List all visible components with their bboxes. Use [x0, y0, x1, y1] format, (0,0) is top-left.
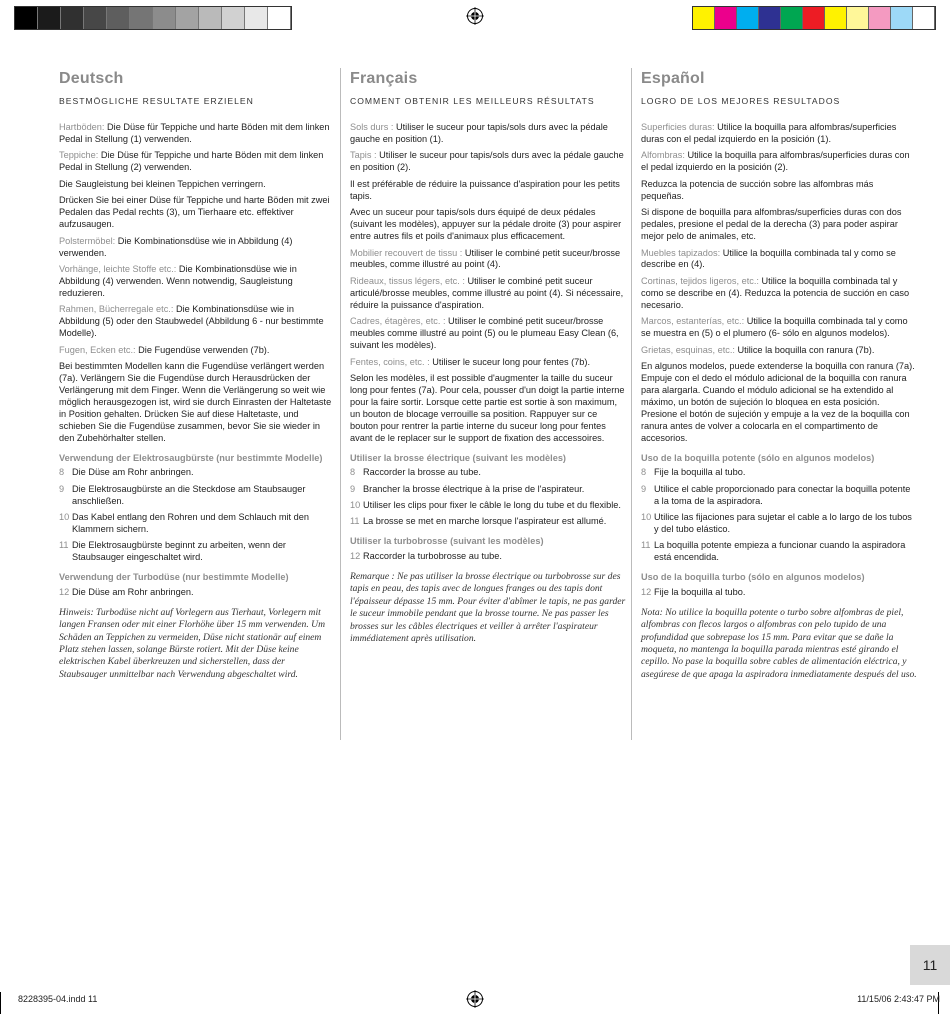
crop-mark-left: [0, 992, 1, 1014]
paragraph-text: Utiliser le suceur pour tapis/sols durs avec la pédale gauche en position (1).: [350, 122, 608, 144]
paragraph: [350, 150, 626, 174]
color-swatch: [913, 7, 935, 29]
paragraph-text: Si dispone de boquilla para alfombras/superficies duras con dos pedales, presione el pedal de la derecha (3) para poder aspirar mejor pelo de animales, etc.: [641, 207, 902, 242]
paragraph-text: Die Kombinationsdüse wie in Abbildung (4) verwenden.: [59, 235, 293, 258]
subsection-heading: Utiliser la turbobrosse (suivant les modèles): [350, 536, 544, 547]
paragraph-text: Die Fugendüse verwenden (7b).: [135, 344, 270, 355]
list-item-text: Fije la boquilla al tubo.: [654, 467, 746, 478]
paragraph-text: Drücken Sie bei einer Düse für Teppiche und harte Böden mit zwei Pedalen das Pedal rechts (3), um Tierhaare etc. effektiver aufzusaugen.: [59, 195, 330, 230]
list-item-text: Die Elektrosaugbürste an die Steckdose am Staubsauger anschließen.: [72, 483, 306, 506]
list-item-text: Utilice las fijaciones para sujetar el cable a lo largo de los tubos y del tubo elástico.: [654, 511, 912, 534]
list-item: [59, 467, 335, 479]
paragraph: [59, 195, 335, 231]
paragraph: [641, 207, 917, 243]
list-item-text: Die Düse am Rohr anbringen.: [72, 586, 194, 597]
list-item-number: 12: [59, 586, 70, 597]
list-item: [641, 540, 917, 564]
paragraph-keyword: Muebles tapizados:: [641, 247, 721, 258]
footer-filename: 8228395-04.indd 11: [18, 994, 98, 1004]
paragraph: [59, 345, 335, 357]
paragraph-text: Utiliser le combiné petit suceur/brosse meubles, comme illustré au point (4).: [350, 247, 621, 270]
paragraph-keyword: Cortinas, tejidos ligeros, etc.:: [641, 275, 759, 286]
language-heading: Français: [350, 70, 418, 87]
footer-timestamp: 11/15/06 2:43:47 PM: [857, 994, 940, 1004]
color-swatch: [847, 7, 869, 29]
paragraph: [59, 361, 335, 444]
subsection-heading: Verwendung der Turbodüse (nur bestimmte Modelle): [59, 571, 289, 582]
paragraph-text: Utiliser le combiné petit suceur/brosse meubles comme illustré au point (5) ou le plumeau Easy Clean (6, suivant les modèles).: [350, 316, 619, 351]
grayscale-swatch: [153, 7, 176, 29]
column-espanol: [641, 68, 917, 681]
note-text: Remarque : Ne pas utiliser la brosse électrique ou turbobrosse sur des tapis en peau, des tapis avec de longues franges ou des tapis dont l'épaisseur dépasse 15 mm. Pour éviter d'abîmer le tapis, ne pas garder le suceur immobile pendant que la brosse tourne. Ne pas passer les brosses sur les câbles électriques et veiller à arrêter l'aspirateur immédiatement après utilisation.: [350, 571, 626, 645]
paragraph-text: En algunos modelos, puede extenderse la boquilla con ranura (7a). Empuje con el dedo el módulo adicional de la boquilla con ranura para alargarla. Cuando el módulo adicional se ha extendido al máximo, un botón de sujeción lo bloquea en esta posición. Presione el botón de sujeción y empuje a la vez de la boquilla con ranura antes de volver a colocarla en el compartimento de accesorios.: [641, 361, 915, 443]
paragraph-text: Utiliser le combiné petit suceur articulé/brosse meubles, comme illustré au point (4). Si nécessaire, réduire la puissance d'aspiration.: [350, 275, 624, 310]
paragraph-text: Utiliser le suceur pour tapis/sols durs avec la pédale gauche en position (2).: [350, 150, 624, 173]
paragraph-text: Avec un suceur pour tapis/sols durs équipé de deux pédales (suivant les modèles), appuyer sur la pédale droite (3) pour aspirer entre autres fils et poils d'animaux plus efficacement.: [350, 207, 622, 242]
grayscale-swatch: [222, 7, 245, 29]
subsection-heading: Uso de la boquilla potente (sólo en algunos modelos): [641, 452, 875, 463]
paragraph-text: Utilice la boquilla combinada tal y como se describe en (4). Reduzca la potencia de succión en caso necesario.: [641, 275, 910, 310]
grayscale-swatch: [84, 7, 107, 29]
list-item-number: 10: [350, 500, 361, 510]
section-subtitle: BESTMÖGLICHE RESULTATE ERZIELEN: [59, 96, 254, 106]
grayscale-swatch: [61, 7, 84, 29]
subsection-heading: Uso de la boquilla turbo (sólo en algunos modelos): [641, 571, 865, 582]
paragraph-text: Utilice la boquilla con ranura (7b).: [734, 344, 875, 355]
list-item: [59, 512, 335, 536]
list-item-number: 9: [641, 483, 647, 494]
list-item-number: 9: [59, 483, 65, 494]
paragraph-keyword: Cadres, étagères, etc. :: [350, 316, 446, 327]
paragraph-text: Utilice la boquilla combinada tal y como se describe en (4).: [641, 247, 896, 270]
color-swatch: [737, 7, 759, 29]
paragraph: [641, 150, 917, 174]
paragraph-keyword: Polstermöbel:: [59, 235, 116, 246]
list-item-text: Utilice el cable proporcionado para conectar la boquilla potente a la toma de la aspiradora.: [654, 483, 911, 506]
list-item: [641, 512, 917, 536]
section-subtitle: LOGRO DE LOS MEJORES RESULTADOS: [641, 96, 841, 106]
color-swatch: [825, 7, 847, 29]
list-item: [350, 467, 626, 479]
subsection-heading: Utiliser la brosse électrique (suivant les modèles): [350, 452, 566, 463]
column-francais: [350, 68, 626, 645]
paragraph: [59, 179, 335, 191]
list-item: [59, 587, 335, 599]
paragraph-keyword: Superficies duras:: [641, 122, 715, 132]
paragraph-text: Bei bestimmten Modellen kann die Fugendüse verlängert werden (7a). Verlängern Sie die Fugendüse durch Herausdrücken der Verlängerung mit dem Finger. Wenn die Verlängerung so weit wie möglich herausgezogen ist, wird sie durch Einrasten der Haltetaste in Position gehalten. Drücken Sie auf diese Haltetaste, und schieben Sie die Fugendüse zusammen, bevor Sie sie wieder in den Zubehörhalter stellen.: [59, 361, 332, 443]
paragraph: [641, 179, 917, 203]
color-swatch: [891, 7, 913, 29]
paragraph: [641, 276, 917, 312]
paragraph: [350, 316, 626, 352]
paragraph-text: Die Kombinationsdüse wie in Abbildung (5) oder den Staubwedel (Abbildung 6 - nur bestimmte Modelle).: [59, 304, 324, 339]
paragraph: [59, 236, 335, 260]
paragraph-keyword: Vorhänge, leichte Stoffe etc.:: [59, 264, 177, 275]
list-item-text: Brancher la brosse électrique à la prise de l'aspirateur.: [363, 483, 585, 494]
grayscale-swatch: [245, 7, 268, 29]
paragraph-text: Utilice la boquilla combinada tal y como se muestra en (5) o el plumero (6- sólo en algunos modelos).: [641, 316, 908, 339]
paragraph: [350, 179, 626, 203]
paragraph-text: Reduzca la potencia de succión sobre las alfombras más pequeñas.: [641, 178, 874, 201]
paragraph-text: Die Kombinationsdüse wie in Abbildung (4) verwenden. Wenn notwendig, Saugleistung reduzieren.: [59, 264, 297, 298]
grayscale-swatch: [15, 7, 38, 29]
column-divider: [631, 68, 632, 740]
paragraph-text: Utilice la boquilla para alfombras/superficies duras con el pedal izquierdo en la posición (1).: [641, 122, 897, 144]
paragraph-keyword: Teppiche:: [59, 150, 99, 161]
list-item: [641, 587, 917, 599]
list-item-number: 10: [59, 511, 70, 522]
list-item-text: Die Elektrosaugbürste beginnt zu arbeiten, wenn der Staubsauger eingeschaltet wird.: [72, 540, 286, 563]
paragraph: [350, 122, 626, 146]
grayscale-strip: [14, 6, 292, 30]
list-item-number: 8: [641, 467, 647, 478]
list-item-text: La brosse se met en marche lorsque l'aspirateur est allumé.: [363, 516, 607, 527]
list-item: [641, 467, 917, 479]
list-item-number: 8: [59, 467, 65, 478]
grayscale-swatch: [176, 7, 199, 29]
column-deutsch: [59, 68, 335, 681]
list-item-number: 12: [350, 551, 361, 562]
paragraph: [59, 122, 335, 146]
grayscale-swatch: [199, 7, 222, 29]
color-bar: [692, 6, 936, 30]
list-item: [350, 516, 626, 528]
color-swatch: [715, 7, 737, 29]
subsection-heading: Verwendung der Elektrosaugbürste (nur bestimmte Modelle): [59, 452, 323, 463]
registration-mark-top-icon: [466, 7, 484, 25]
paragraph-text: Utiliser le suceur long pour fentes (7b).: [429, 356, 591, 367]
grayscale-swatch: [268, 7, 291, 29]
paragraph: [59, 264, 335, 300]
grayscale-swatch: [107, 7, 130, 29]
grayscale-swatch: [130, 7, 153, 29]
paragraph: [350, 373, 626, 444]
paragraph-keyword: Alfombras:: [641, 150, 685, 161]
paragraph-keyword: Hartböden:: [59, 122, 105, 132]
list-item-number: 11: [350, 516, 360, 527]
list-item: [641, 484, 917, 508]
column-divider: [340, 68, 341, 740]
list-item-number: 11: [641, 540, 651, 551]
list-item: [350, 500, 626, 512]
paragraph-keyword: Sols durs :: [350, 122, 394, 132]
list-item-text: Das Kabel entlang den Rohren und dem Schlauch mit den Klammern sichern.: [72, 511, 309, 534]
list-item-number: 9: [350, 483, 356, 494]
paragraph: [641, 122, 917, 146]
list-item-text: Die Düse am Rohr anbringen.: [72, 467, 194, 478]
paragraph-keyword: Grietas, esquinas, etc.:: [641, 344, 735, 355]
color-swatch: [803, 7, 825, 29]
paragraph: [641, 345, 917, 357]
paragraph-keyword: Marcos, estanterías, etc.:: [641, 316, 745, 327]
paragraph-text: Il est préférable de réduire la puissance d'aspiration pour les petits tapis.: [350, 178, 620, 201]
list-item-text: La boquilla potente empieza a funcionar cuando la aspiradora está encendida.: [654, 540, 906, 563]
paragraph-text: Utilice la boquilla para alfombras/superficies duras con el pedal izquierdo en la posición (2).: [641, 150, 910, 173]
color-swatch: [781, 7, 803, 29]
list-item-number: 8: [350, 467, 356, 478]
paragraph-keyword: Rahmen, Bücherregale etc.:: [59, 304, 174, 315]
color-swatch: [869, 7, 891, 29]
grayscale-swatch: [38, 7, 61, 29]
list-item-number: 10: [641, 511, 652, 522]
list-item-text: Raccorder la brosse au tube.: [363, 467, 481, 478]
paragraph: [350, 248, 626, 272]
list-item: [350, 551, 626, 563]
list-item-text: Utiliser les clips pour fixer le câble le long du tube et du flexible.: [363, 500, 621, 510]
registration-mark-bottom-icon: [466, 990, 484, 1008]
page-number: 11: [910, 945, 950, 985]
paragraph-keyword: Tapis :: [350, 150, 377, 161]
list-item: [59, 540, 335, 564]
note-text: Hinweis: Turbodüse nicht auf Vorlegern aus Tierhaut, Vorlegern mit langen Fransen oder mit einer Florhöhe über 15 mm verwenden. Um Schäden an Teppichen zu vermeiden, Düse nicht stationär auf einem Platz stehen lassen, solange Bürste rotiert. Mit der Düse keine elektrischen Kabel überkreuzen und sicherstellen, dass der Staubsauger unmittelbar nach Verwendung abgeschaltet wird.: [59, 606, 326, 680]
paragraph-keyword: Fugen, Ecken etc.:: [59, 344, 136, 355]
paragraph-keyword: Mobilier recouvert de tissu :: [350, 247, 463, 258]
paragraph: [641, 316, 917, 340]
list-item: [59, 484, 335, 508]
paragraph-text: Die Saugleistung bei kleinen Teppichen verringern.: [59, 178, 266, 189]
paragraph-text: Die Düse für Teppiche und harte Böden mit dem linken Pedal in Stellung (1) verwenden.: [59, 122, 330, 144]
paragraph: [350, 276, 626, 312]
paragraph-text: Selon les modèles, il est possible d'augmenter la taille du suceur long pour fentes (7a). Pour cela, pousser d'un doigt la partie interne pour la faire sortir. Lorsque cette partie est sortie à son maximum, un bouton de blocage verrouille sa position. Rappuyer sur ce bouton pour rentrer la partie interne du suceur long pour fentes avant de le replacer sur le support de fixation des accessoires.: [350, 373, 625, 443]
paragraph-keyword: Rideaux, tissus légers, etc. :: [350, 275, 465, 286]
list-item: [350, 484, 626, 496]
color-swatch: [759, 7, 781, 29]
paragraph-text: Die Düse für Teppiche und harte Böden mit dem linken Pedal in Stellung (2) verwenden.: [59, 150, 324, 173]
paragraph: [59, 304, 335, 340]
list-item-number: 11: [59, 540, 69, 551]
language-heading: Deutsch: [59, 70, 124, 87]
color-swatch: [693, 7, 715, 29]
paragraph-keyword: Fentes, coins, etc. :: [350, 356, 430, 367]
paragraph: [350, 357, 626, 369]
list-item-text: Fije la boquilla al tubo.: [654, 586, 746, 597]
language-heading: Español: [641, 70, 705, 87]
paragraph: [641, 361, 917, 444]
note-text: Nota: No utilice la boquilla potente o turbo sobre alfombras de piel, alfombras con flecos largos o alfombras con pelo tupido de una profundidad que sobrepase los 15 mm. Para evitar que se dañe la moqueta, no mantenga la boquilla parada mientras esté girando el cepillo. No pase la boquilla sobre cables de alimentación eléctrica, y asegúrese de que apaga la aspiradora inmediatamente después del uso.: [641, 606, 917, 680]
paragraph: [350, 207, 626, 243]
section-subtitle: COMMENT OBTENIR LES MEILLEURS RÉSULTATS: [350, 96, 595, 106]
paragraph: [59, 150, 335, 174]
list-item-text: Raccorder la turbobrosse au tube.: [363, 551, 502, 562]
paragraph: [641, 248, 917, 272]
list-item-number: 12: [641, 586, 652, 597]
